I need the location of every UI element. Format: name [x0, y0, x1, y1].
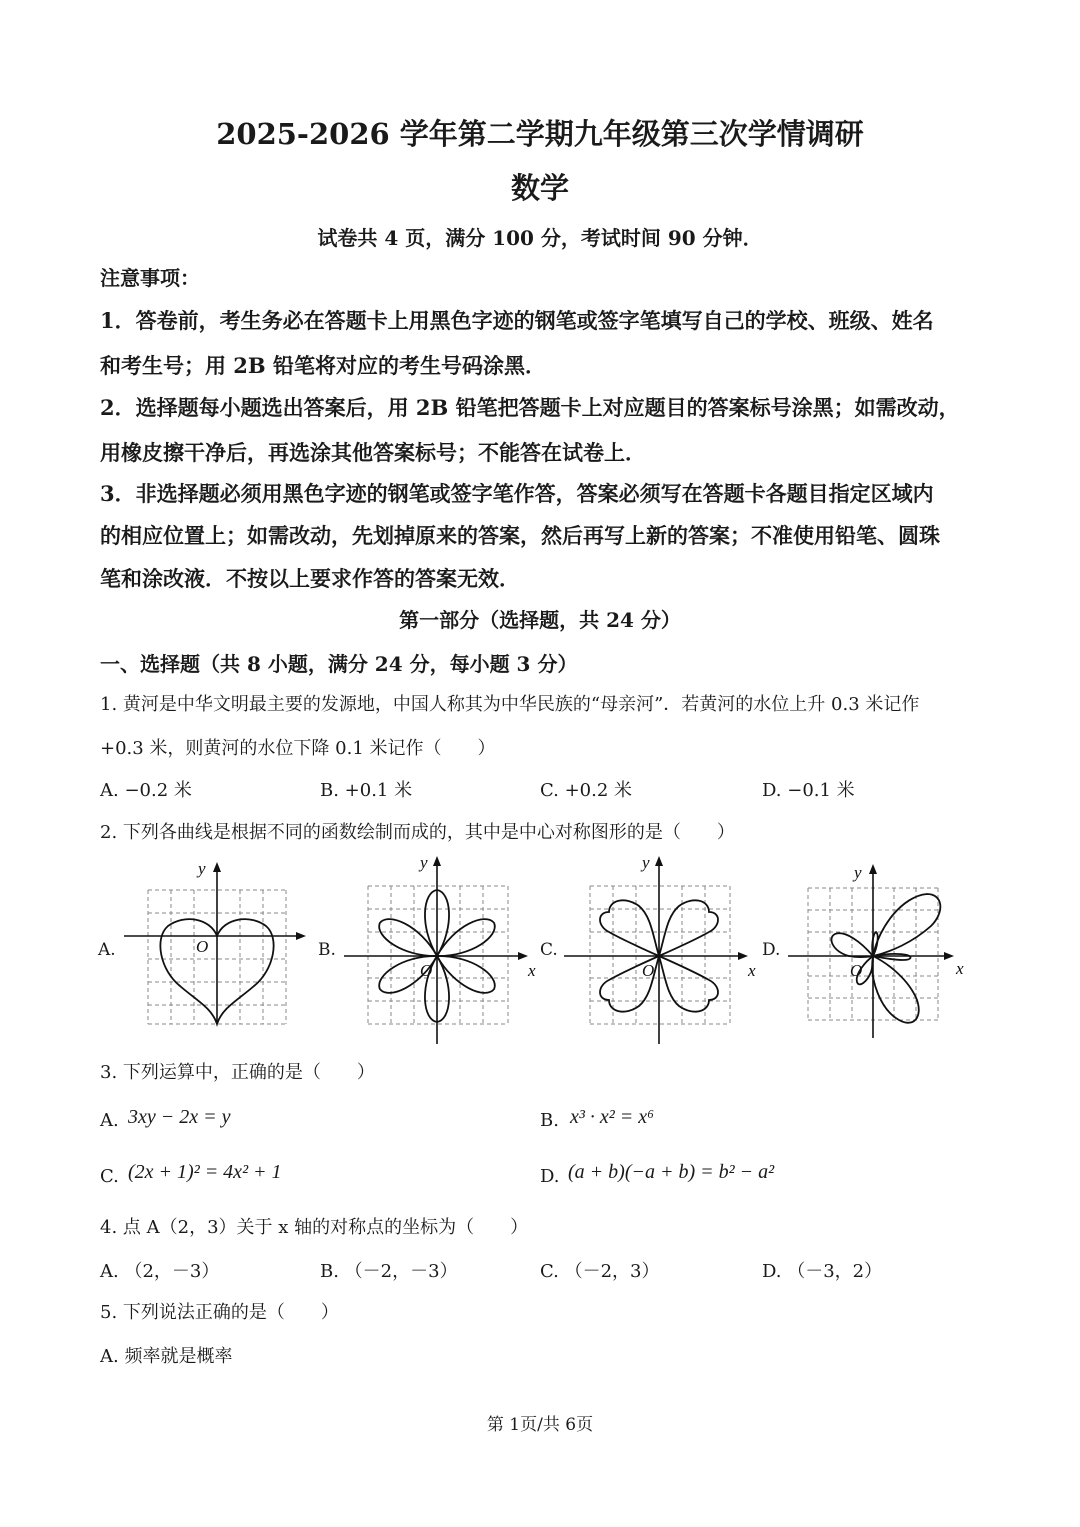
notice-line: 笔和涂改液．不按以上要求作答的答案无效． — [100, 566, 520, 591]
q2-option-c: C. — [540, 940, 558, 960]
question-1-stem: 1. 黄河是中华文明最主要的发源地，中国人称其为中华民族的“母亲河”．若黄河的水位上升 0.3 米记作 — [100, 694, 920, 715]
q4-option-a: A. （2，－3） — [100, 1261, 220, 1282]
q2-option-b: B. — [318, 940, 336, 960]
q1-option-a: A. −0.2 米 — [100, 780, 192, 801]
exam-title: 2025-2026 学年第二学期九年级第三次学情调研 — [216, 117, 864, 151]
section-heading: 一、选择题（共 8 小题，满分 24 分，每小题 3 分） — [100, 652, 578, 676]
heart-curve-graph — [124, 858, 314, 1028]
q3-option-d-expression: (a + b)(−a + b) = b² − a² — [568, 1161, 775, 1183]
clover-curve-graph — [564, 852, 760, 1048]
q3-option-c-label: C. — [100, 1166, 119, 1187]
exam-info: 试卷共 4 页，满分 100 分，考试时间 90 分钟． — [317, 226, 763, 250]
six-petal-curve-graph — [344, 852, 540, 1048]
notice-heading: 注意事项： — [100, 266, 200, 290]
q3-option-a-expression: 3xy − 2x = y — [128, 1106, 231, 1128]
origin-label: O — [420, 961, 433, 980]
question-1-stem-cont: +0.3 米，则黄河的水位下降 0.1 米记作（ ） — [100, 738, 496, 759]
y-axis-label: y — [854, 863, 862, 882]
x-axis-label: x — [956, 959, 964, 978]
q3-option-a-label: A. — [100, 1110, 119, 1131]
q4-option-c: C. （－2，3） — [540, 1261, 660, 1282]
part-heading: 第一部分（选择题，共 24 分） — [399, 608, 681, 632]
butterfly-curve-graph — [788, 858, 968, 1048]
x-axis-label: x — [528, 961, 536, 980]
question-4-stem: 4. 点 A（2，3）关于 x 轴的对称点的坐标为（ ） — [100, 1217, 529, 1238]
notice-line: 2．选择题每小题选出答案后，用 2B 铅笔把答题卡上对应题目的答案标号涂黑；如需改动， — [100, 395, 960, 420]
q4-option-b: B. （－2，－3） — [320, 1261, 458, 1282]
q5-option-a: A. 频率就是概率 — [100, 1346, 233, 1367]
q3-option-c-expression: (2x + 1)² = 4x² + 1 — [128, 1161, 282, 1183]
q3-option-d-label: D. — [540, 1166, 560, 1187]
question-5-stem: 5. 下列说法正确的是（ ） — [100, 1302, 339, 1323]
y-axis-label: y — [198, 859, 206, 878]
page-footer: 第 1页/共 6页 — [486, 1415, 594, 1435]
notice-line: 的相应位置上；如需改动，先划掉原来的答案，然后再写上新的答案；不准使用铅笔、圆珠 — [100, 523, 940, 548]
q1-option-b: B. +0.1 米 — [320, 780, 413, 801]
q2-option-a: A. — [98, 940, 116, 960]
q2-option-d: D. — [762, 940, 781, 960]
y-axis-label: y — [642, 853, 650, 872]
subject-title: 数学 — [510, 171, 569, 205]
notice-line: 1．答卷前，考生务必在答题卡上用黑色字迹的钢笔或签字笔填写自己的学校、班级、姓名 — [100, 308, 934, 333]
x-axis-label: x — [748, 961, 756, 980]
origin-label: O — [196, 937, 209, 956]
notice-line: 和考生号；用 2B 铅笔将对应的考生号码涂黑． — [100, 353, 546, 378]
q3-option-b-expression: x³ · x² = x⁶ — [570, 1106, 655, 1128]
notice-line: 3．非选择题必须用黑色字迹的钢笔或签字笔作答，答案必须写在答题卡各题目指定区域内 — [100, 481, 934, 506]
notice-line: 用橡皮擦干净后，再选涂其他答案标号；不能答在试卷上． — [100, 440, 646, 465]
q1-option-d: D. −0.1 米 — [762, 780, 855, 801]
question-2-stem: 2. 下列各曲线是根据不同的函数绘制而成的，其中是中心对称图形的是（ ） — [100, 822, 735, 843]
question-3-stem: 3. 下列运算中，正确的是（ ） — [100, 1062, 375, 1083]
origin-label: O — [850, 961, 863, 980]
origin-label: O — [642, 961, 655, 980]
q4-option-d: D. （－3，2） — [762, 1261, 883, 1282]
q1-option-c: C. +0.2 米 — [540, 780, 633, 801]
y-axis-label: y — [420, 853, 428, 872]
q3-option-b-label: B. — [540, 1110, 559, 1131]
